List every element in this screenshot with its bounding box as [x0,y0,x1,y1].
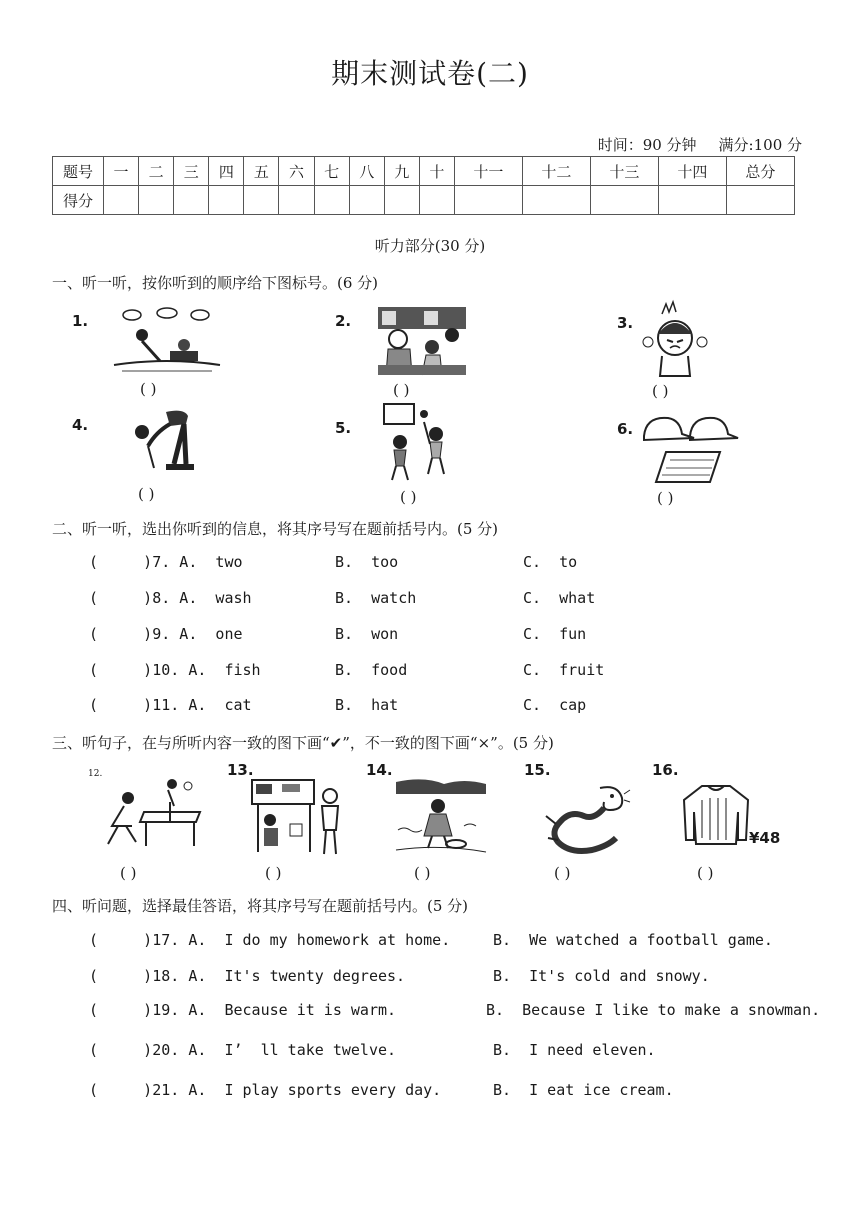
time-limit: 时间：90 分钟 [597,136,697,154]
q19-option-a[interactable]: ( )19. A. Because it is warm. [89,1001,397,1019]
col-4: 四 [209,157,244,186]
q11-option-a[interactable]: ( )11. A. cat [89,696,252,714]
col-3: 三 [174,157,209,186]
score-cell[interactable] [522,186,590,215]
p3-item-15-answer-blank[interactable]: ( ) [554,864,571,882]
q7-option-b[interactable]: B. too [335,553,399,571]
sweater-picture [680,782,752,848]
col-1: 一 [104,157,139,186]
girl-beach-picture [394,774,488,854]
score-cell[interactable] [349,186,384,215]
col-11: 十一 [454,157,522,186]
col-6: 六 [279,157,314,186]
q17-option-a[interactable]: ( )17. A. I do my homework at home. [89,931,451,949]
part2-heading: 二、听一听，选出你听到的信息，将其序号写在题前括号内。(5 分) [52,520,499,538]
p3-item-12-number: 12. [88,769,103,779]
p3-item-12-answer-blank[interactable]: ( ) [120,864,137,882]
part4-heading: 四、听问题，选择最佳答语，将其序号写在题前括号内。(5 分) [52,897,469,915]
score-cell[interactable] [590,186,658,215]
p1-item-2-number: 2. [335,312,352,330]
p3-item-16-number: 16. [652,761,679,779]
q7-option-a[interactable]: ( )7. A. two [89,553,243,571]
p3-item-16-answer-blank[interactable]: ( ) [697,864,714,882]
score-table-header-row [53,157,795,186]
q8-option-a[interactable]: ( )8. A. wash [89,589,252,607]
angry-girl-picture [640,298,710,378]
time-info [598,134,802,155]
q8-option-c[interactable]: C. what [523,589,596,607]
row-label: 得分 [53,186,104,215]
q10-option-a[interactable]: ( )10. A. fish [89,661,261,679]
page-title: 期末测试卷(二) [331,57,529,90]
p1-item-3-number: 3. [617,314,634,332]
score-cell[interactable] [419,186,454,215]
p1-item-1-answer-blank[interactable]: ( ) [140,380,157,398]
col-total: 总分 [726,157,794,186]
people-relaxing-picture [112,305,222,377]
q8-option-b[interactable]: B. watch [335,589,417,607]
p1-item-3-answer-blank[interactable]: ( ) [652,382,669,400]
caps-and-book-picture [640,412,740,488]
score-cell[interactable] [174,186,209,215]
score-cell[interactable] [314,186,349,215]
p3-item-13-number: 13. [227,761,254,779]
part3-heading: 三、听句子，在与所听内容一致的图下画“✔”，不一致的图下画“×”。(5 分) [52,734,554,752]
p1-item-1-number: 1. [72,312,89,330]
col-13: 十三 [590,157,658,186]
score-cell[interactable] [104,186,139,215]
header-label: 题号 [53,157,104,186]
p1-item-4-answer-blank[interactable]: ( ) [138,485,155,503]
p1-item-6-answer-blank[interactable]: ( ) [657,489,674,507]
score-cell[interactable] [139,186,174,215]
col-9: 九 [384,157,419,186]
stretching-person-picture [126,402,196,478]
score-cell[interactable] [726,186,794,215]
score-cell[interactable] [454,186,522,215]
col-5: 五 [244,157,279,186]
full-score: 满分:100 分 [718,136,802,154]
q18-option-b[interactable]: B. It's cold and snowy. [493,967,710,985]
q17-option-b[interactable]: B. We watched a football game. [493,931,773,949]
listening-header: 听力部分(30 分) [374,237,486,255]
shopping-picture [248,772,350,858]
p1-item-4-number: 4. [72,416,89,434]
p3-item-14-number: 14. [366,761,393,779]
q11-option-c[interactable]: C. cap [523,696,587,714]
p1-item-6-number: 6. [617,420,634,438]
q7-option-c[interactable]: C. to [523,553,578,571]
col-12: 十二 [522,157,590,186]
dragon-picture [540,780,632,858]
score-cell[interactable] [658,186,726,215]
p3-item-13-answer-blank[interactable]: ( ) [265,864,282,882]
q11-option-b[interactable]: B. hat [335,696,399,714]
p3-item-14-answer-blank[interactable]: ( ) [414,864,431,882]
q20-option-b[interactable]: B. I need eleven. [493,1041,656,1059]
p1-item-2-answer-blank[interactable]: ( ) [393,381,410,399]
q10-option-b[interactable]: B. food [335,661,408,679]
part1-heading: 一、听一听，按你听到的顺序给下图标号。(6 分) [52,274,379,292]
p1-item-5-number: 5. [335,419,352,437]
score-table [52,156,795,215]
score-table-score-row [53,186,795,215]
col-14: 十四 [658,157,726,186]
q19-option-b[interactable]: B. Because I like to make a snowman. [486,1001,821,1019]
col-7: 七 [314,157,349,186]
score-cell[interactable] [209,186,244,215]
family-kitchen-picture [376,305,468,377]
col-10: 十 [419,157,454,186]
col-8: 八 [349,157,384,186]
score-cell[interactable] [384,186,419,215]
q9-option-c[interactable]: C. fun [523,625,587,643]
score-cell[interactable] [279,186,314,215]
kids-basketball-picture [378,400,452,484]
ping-pong-picture [104,772,204,850]
score-cell[interactable] [244,186,279,215]
col-2: 二 [139,157,174,186]
q18-option-a[interactable]: ( )18. A. It's twenty degrees. [89,967,406,985]
sweater-price: ¥48 [749,829,781,847]
q20-option-a[interactable]: ( )20. A. I’ ll take twelve. [89,1041,397,1059]
p1-item-5-answer-blank[interactable]: ( ) [400,488,417,506]
q10-option-c[interactable]: C. fruit [523,661,605,679]
p3-item-15-number: 15. [524,761,551,779]
q21-option-b[interactable]: B. I eat ice cream. [493,1081,674,1099]
q21-option-a[interactable]: ( )21. A. I play sports every day. [89,1081,442,1099]
q9-option-a[interactable]: ( )9. A. one [89,625,243,643]
q9-option-b[interactable]: B. won [335,625,399,643]
